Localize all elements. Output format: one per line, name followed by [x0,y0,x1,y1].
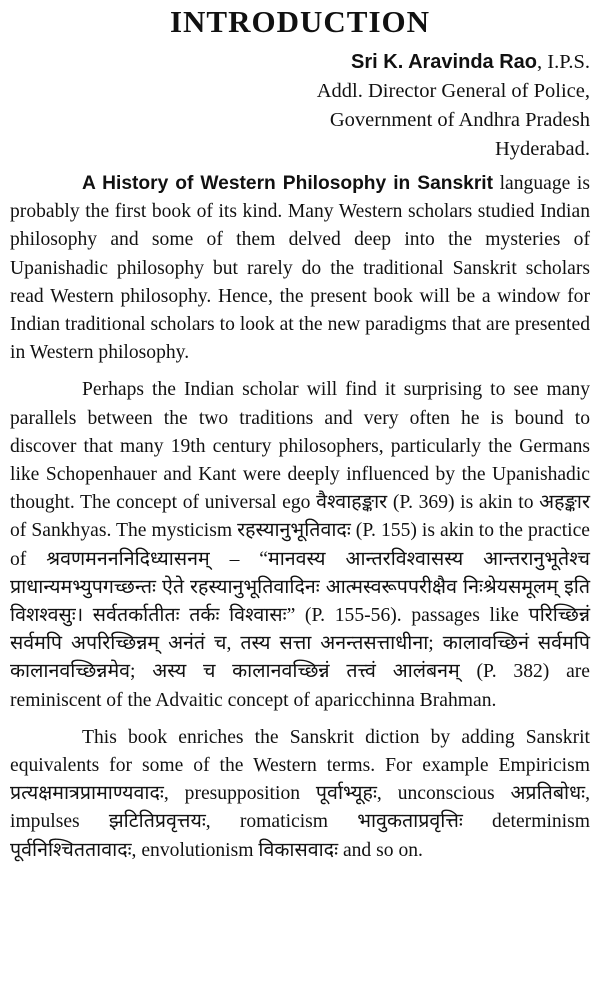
paragraph-3 [10,724,590,865]
paragraph-1-text: language is probably the first book of its kind. Many Western scholars studied Indian philosophy and some of them delved deep into the mysteries of Upanishadic philosophy but rarely do the traditional Sanskrit scholars read Western philosophy. Hence, the present book will be a window for Indian traditional scholars to look at the new paradigms that are presented in Western philosophy. [10,173,590,364]
book-title-bold: A History of Western Philosophy in Sanskrit [82,173,494,194]
author-byline [10,48,590,164]
byline-author-line [10,48,590,77]
paragraph-1 [10,170,590,367]
author-name: Sri K. Aravinda Rao [351,51,538,73]
byline-organization: Government of Andhra Pradesh [329,109,590,131]
author-suffix: , I.P.S. [537,51,590,73]
paragraph-3-text: This book enriches the Sanskrit diction by adding Sanskrit equivalents for some of the Western terms. For example Empiricism प्रत्यक्षमात्रप्रामाण्यवादः, presupposition पूर्वाभ्यूहः, unconscious अप्रतिबोधः, impulses झटितिप्रवृत्तयः, romaticism भावुकताप्रवृत्तिः determinism पूर्वनिश्चिततावादः, envolutionism विकासवादः and so on. [10,726,590,861]
page-title: INTRODUCTION [169,4,431,39]
byline-location: Hyderabad. [494,138,590,160]
paragraph-2-text: Perhaps the Indian scholar will find it surprising to see many parallels between the two traditions and very often he is bound to discover that many 19th century philosophers, particularly the Germans like Schopenhauer and Kant were deeply influenced by the Upanishadic thought. The concept of universal ego वैश्वाहङ्कार (P. 369) is akin to अहङ्कार of Sankhyas. The mysticism रहस्यानुभूतिवादः (P. 155) is akin to the practice of श्रवणमनननिदिध्यासनम् – “मानवस्य आन्तरविश्वासस्य आन्तरानुभूतेश्च प्राधान्यमभ्युपगच्छन्तः ऐते रहस्यानुभूतिवादिनः आत्मस्वरूपपरीक्षैव निःश्रेयसमूलम् इति विशश्वसुः। सर्वतर्कातीतः तर्कः विश्वासः” (P. 155-56). passages like परिच्छिन्नं सर्वमपि अपरिच्छिन्नम् अनंतं च, तस्य सत्ता अनन्तसत्ताधीना; कालावच्छिनं सर्वमपि कालानवच्छिन्नमेव; अस्य च कालानवच्छिन्नं तत्त्वं आलंबनम् (P. 382) are reminiscent of the Advaitic concept of aparicchinna Brahman. [10,379,590,711]
byline-position: Addl. Director General of Police, [316,80,590,102]
paragraph-2 [10,376,590,714]
